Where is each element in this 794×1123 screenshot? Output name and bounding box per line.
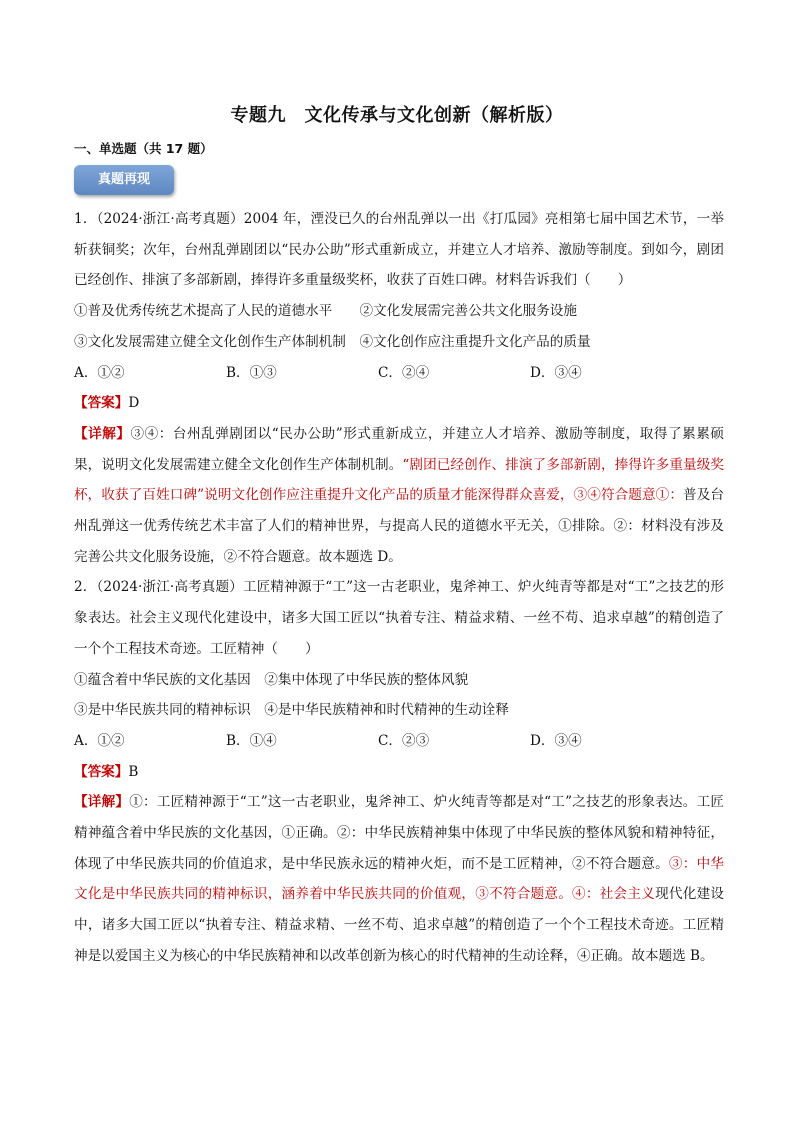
answer-label: 【答案】 [74,395,129,412]
question-1-stem: 1．（2024·浙江·高考真题）2004 年，湮没已久的台州乱弹以一出《打瓜园》亮相第七届中国艺术节，一举斩获铜奖；次年，台州乱弹剧团以“民办公助”形式重新成立，并建立人才培养、激励等制度。到如今，剧团已经创作、排演了多部新剧，捧得许多重量级奖杯，收获了百姓口碑。材料告诉我们（ ） [74,211,724,289]
question-2-statement-row: ①蕴含着中华民族的文化基因 ②集中体现了中华民族的整体风貌 [74,671,469,688]
answer-value: D [128,395,140,412]
answer-label: 【答案】 [74,763,129,780]
section-heading: 一、单选题（共 17 题） [74,141,213,156]
question-1-answer [74,388,724,419]
question-2-statement-row: ③是中华民族共同的精神标识 ④是中华民族精神和时代精神的生动诠释 [74,702,509,719]
question-1-statement-row: ①普及优秀传统艺术提高了人民的道德水平 ②文化发展需完善公共文化服务设施 [74,303,577,320]
option-b: B．①③ [226,364,277,381]
question-content [74,204,724,972]
question-2-stem: 2．（2024·浙江·高考真题）工匠精神源于“工”这一古老职业，鬼斧神工、炉火纯青等都是对“工”之技艺的形象表达。社会主义现代化建设中，诸多大国工匠以“执着专注、精益求精、一丝不苟、追求卓越”的精创造了一个个工程技术奇迹。工匠精神（ ） [74,579,724,657]
page-title: 专题九 文化传承与文化创新（解析版） [230,105,564,126]
answer-value: B [128,763,139,780]
explanation-text: ①：工匠精神源于“工”这一古老职业，鬼斧神工、炉火纯青等都是对“工”之技艺的形象表达。工匠精神蕴含着中华民族的文化基因，①正确。②：中华民族精神集中体现了中华民族的整体风貌和精神特征，体现了中华民族共同的价值追求，是中华民族永远的精神火炬，而不是工匠精神，②不符合题意。 [74,794,724,872]
question-2-explanation [74,787,724,971]
question-1-statement-row: ③文化发展需建立健全文化创作生产体制机制 ④文化创作应注重提升文化产品的质量 [74,333,591,350]
option-b: B．①④ [226,732,277,749]
option-c: C．②③ [378,732,430,749]
option-d: D．③④ [530,732,582,749]
question-2-answer [74,757,724,788]
explanation-highlight: ③：中华文化是中华民族共同的精神标识，涵养着中华民族共同的价值观，③不符合题意。④：社会主义 [74,855,725,903]
explanation-label: 【详解】 [74,794,130,811]
explanation-text: ③④：台州乱弹剧团以“民办公助”形式重新成立，并建立人才培养、激励等制度，取得了累累硕果，说明文化发展需建立健全文化创作生产体制机制。 [74,425,724,473]
question-2-options [74,726,724,757]
explanation-text: 现代化建设中，诸多大国工匠以“执着专注、精益求精、一丝不苟、追求卓越”的精创造了一个个工程技术奇迹。工匠精神是以爱国主义为核心的中华民族精神和以改革创新为核心的时代精神的生动诠释，④正确。故本题选 B。 [74,886,725,964]
question-1-explanation [74,419,724,573]
option-a: A．①② [74,364,125,381]
option-a: A．①② [74,732,125,749]
option-c: C．②④ [378,364,430,381]
option-d: D．③④ [530,364,582,381]
question-1-options [74,358,724,389]
explanation-highlight: “剧团已经创作、排演了多部新剧，捧得许多重量级奖杯，收获了百姓口碑”说明文化创作应注重提升文化产品的质量才能深得群众喜爱，③④符合题意①： [74,456,725,504]
section-badge: 真题再现 [74,165,174,195]
explanation-text: 普及台州乱弹这一优秀传统艺术丰富了人们的精神世界，与提高人民的道德水平无关，①排除。②：材料没有涉及完善公共文化服务设施，②不符合题意。故本题选 D。 [74,487,725,565]
explanation-label: 【详解】 [74,425,131,442]
